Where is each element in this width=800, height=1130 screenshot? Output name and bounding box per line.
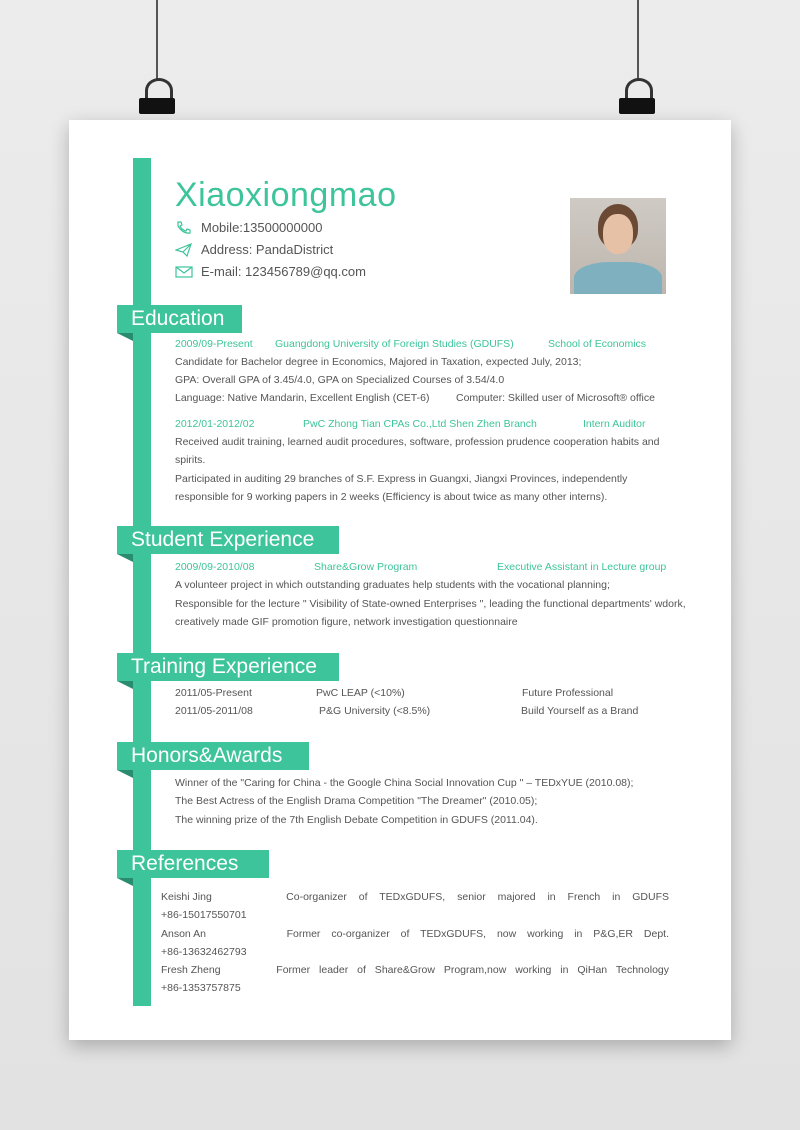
reference1-name: Keishi Jing (161, 891, 212, 903)
reference1-phone: +86-15017550701 (161, 909, 247, 921)
student-org: Share&Grow Program (314, 561, 418, 573)
edu2-line3: Participated in auditing 29 branches of S.F. Express in Guangxi, Jiangxi Provinces, independently (175, 473, 628, 485)
reference3-phone: +86-1353757875 (161, 982, 241, 994)
training2-org: P&G University (<8.5%) (319, 705, 431, 717)
section-training-experience: Training Experience (117, 653, 339, 681)
edu1-line1: Candidate for Bachelor degree in Economics, Majored in Taxation, expected July, 2013; (175, 356, 582, 368)
reference2-desc: Former co-organizer of TEDxGDUFS, now working in P&G,ER Dept. (286, 928, 669, 940)
contact-mobile (175, 220, 322, 235)
edu1-line2: GPA: Overall GPA of 3.45/4.0, GPA on Specialized Courses of 3.54/4.0 (175, 374, 505, 386)
edu1-dept: School of Economics (548, 338, 647, 350)
training1-role: Future Professional (522, 687, 614, 699)
mobile-text: Mobile:13500000000 (201, 220, 323, 235)
profile-photo (570, 198, 666, 294)
honor-line3: The winning prize of the 7th English Debate Competition in GDUFS (2011.04). (175, 814, 538, 826)
section-honors-awards: Honors&Awards (117, 742, 309, 770)
contact-address (175, 242, 333, 257)
section-references: References (117, 850, 269, 878)
student-date: 2009/09-2010/08 (175, 561, 255, 573)
reference1-desc: Co-organizer of TEDxGDUFS, senior majored in French in GDUFS (286, 891, 669, 903)
edu2-line4: responsible for 9 working papers in 2 weeks (Efficiency is about twice as many other interns). (175, 491, 608, 503)
student-role: Executive Assistant in Lecture group (497, 561, 667, 573)
binder-clip-right (619, 78, 655, 134)
hanging-string-right (637, 0, 639, 80)
training2-role: Build Yourself as a Brand (521, 705, 639, 717)
phone-icon (175, 221, 193, 235)
paper-plane-icon (175, 243, 193, 257)
honor-line1: Winner of the "Caring for China - the Google China Social Innovation Cup " – TEDxYUE (2010.08); (175, 777, 634, 789)
reference3-desc: Former leader of Share&Grow Program,now working in QiHan Technology (276, 964, 669, 976)
reference2-name: Anson An (161, 928, 206, 940)
accent-spine (133, 158, 151, 1006)
edu1-language: Language: Native Mandarin, Excellent English (CET-6) (175, 392, 430, 404)
edu2-role: Intern Auditor (583, 418, 646, 430)
envelope-icon (175, 265, 193, 279)
reference3-name: Fresh Zheng (161, 964, 221, 976)
edu1-computer: Computer: Skilled user of Microsoft® office (456, 392, 655, 404)
reference-row-1 (161, 891, 669, 903)
binder-clip-left (139, 78, 175, 134)
edu2-line2: spirits. (175, 454, 206, 466)
training1-date: 2011/05-Present (175, 687, 252, 699)
reference-row-3 (161, 964, 669, 976)
address-text: Address: PandaDistrict (201, 242, 334, 257)
hanging-string-left (156, 0, 158, 80)
reference-row-2 (161, 928, 669, 940)
student-line3: creatively made GIF promotion figure, network investigation questionnaire (175, 616, 518, 628)
honor-line2: The Best Actress of the English Drama Competition "The Dreamer" (2010.05); (175, 795, 538, 807)
student-line2: Responsible for the lecture " Visibility of State-owned Enterprises ", leading the functional departments' wdork, (175, 598, 686, 610)
edu1-date: 2009/09-Present (175, 338, 253, 350)
person-name: Xiaoxiongmao (175, 176, 397, 214)
edu2-org: PwC Zhong Tian CPAs Co.,Ltd Shen Zhen Branch (303, 418, 537, 430)
reference2-phone: +86-13632462793 (161, 946, 247, 958)
student-line1: A volunteer project in which outstanding graduates help students with the vocational planning; (175, 579, 610, 591)
edu1-school: Guangdong University of Foreign Studies (GDUFS) (275, 338, 514, 350)
resume-paper (69, 120, 731, 1040)
edu2-date: 2012/01-2012/02 (175, 418, 255, 430)
contact-email[interactable] (175, 264, 366, 279)
training2-date: 2011/05-2011/08 (175, 705, 253, 717)
training1-org: PwC LEAP (<10%) (316, 687, 405, 699)
section-student-experience: Student Experience (117, 526, 339, 554)
edu2-line1: Received audit training, learned audit procedures, software, profession prudence cooperation habits and (175, 436, 660, 448)
section-education: Education (117, 305, 242, 333)
email-text[interactable]: E-mail: 123456789@qq.com (201, 264, 366, 279)
